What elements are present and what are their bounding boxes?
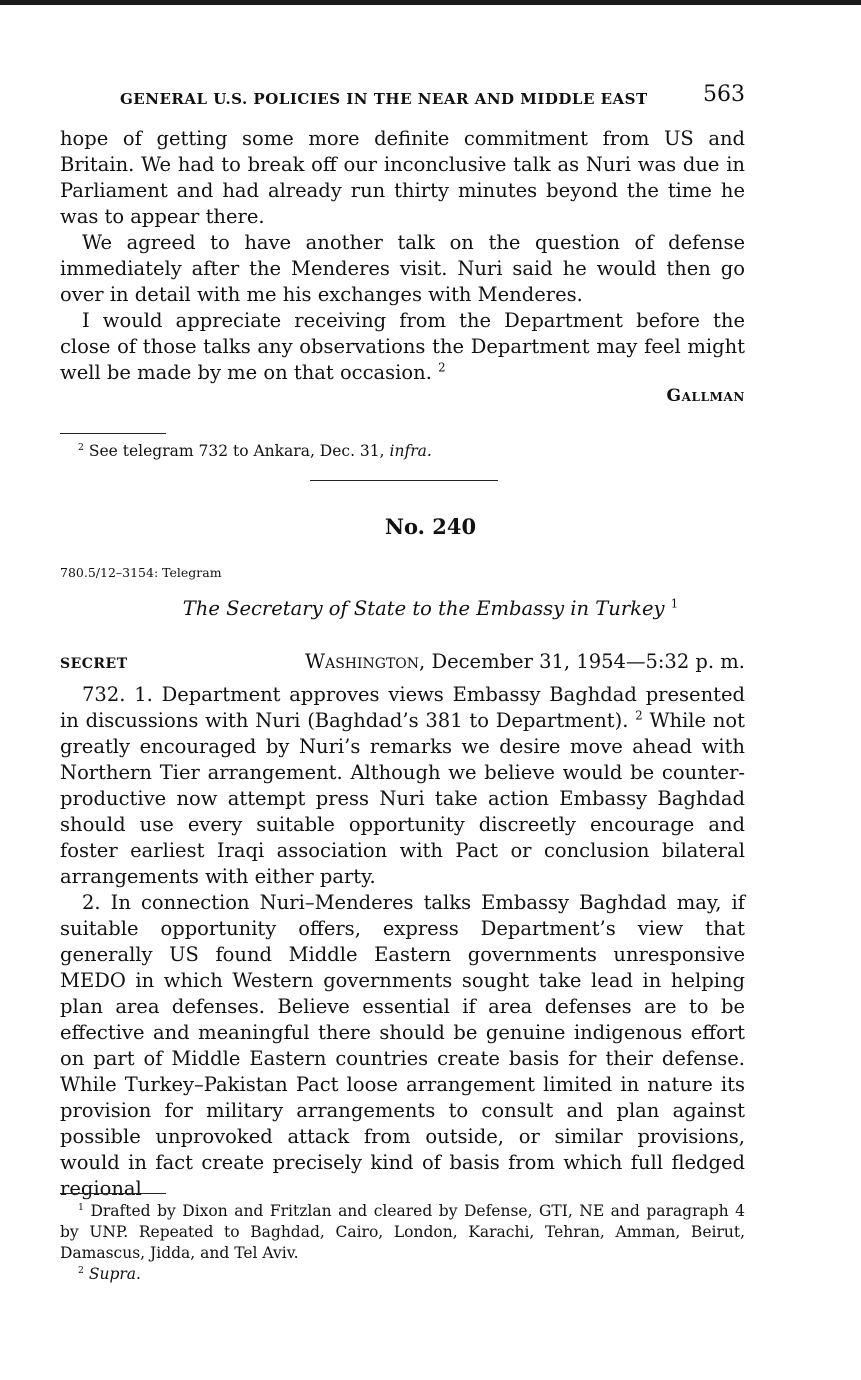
file-reference: 780.5/12–3154: Telegram [60, 565, 222, 580]
footnote-line [60, 441, 745, 462]
previous-document-text [60, 126, 745, 386]
footnote-text: Drafted by Dixon and Fritzlan and cleared by Defense, GTI, NE and paragraph 4 by UNP. Repeated to Baghdad, Cairo, London, Karachi, Tehran, Amman, Beirut, Damascus, Jidda, and Tel Aviv. [60, 1202, 745, 1262]
paragraph: We agreed to have another talk on the question of defense immediately after the Menderes visit. Nuri said he would then go over in detail with me his exchanges with Menderes. [60, 231, 745, 306]
paragraph-text: I would appreciate receiving from the Department before the close of those talks any observations the Department may feel might well be made by me on that occasion. [60, 309, 745, 384]
paragraph [60, 682, 745, 890]
paragraph: hope of getting some more definite commitment from US and Britain. We had to break off our inconclusive talk as Nuri was due in Parliament and had already run thirty minutes beyond the time he was to appear there. [60, 127, 745, 228]
document-number: No. 240 [384, 514, 477, 539]
footnote-marker: 2 [78, 1264, 84, 1276]
document-title [0, 597, 861, 620]
classification: SECRET [60, 656, 128, 672]
footnote-text: See telegram 732 to Ankara, Dec. 31, [88, 442, 385, 460]
section-separator [310, 480, 498, 481]
footnotes [60, 1201, 745, 1285]
dateline-date: December 31, 1954—5:32 p. m. [431, 650, 745, 673]
footnote-rule [60, 1193, 166, 1194]
paragraph: 2. In connection Nuri–Menderes talks Embassy Baghdad may, if suitable opportunity offers, express Department’s view that generally US found Middle Eastern governments unresponsive MEDO in which Western governments sought take lead in helping plan area defenses. Believe essential if area defenses are to be effective and meaningful there should be genuine indigenous effort on part of Middle Eastern countries create basis for their defense. While Turkey–Pakistan Pact loose arrangement limited in nature its provision for military arrangements to consult and plan against possible unprovoked attack from outside, or similar provisions, would in fact create precisely kind of basis from which full fledged regional [60, 891, 745, 1200]
footnote-marker: 2 [78, 441, 84, 453]
footnote [60, 441, 745, 462]
paragraph-text: While not greatly encouraged by Nuri’s remarks we desire move ahead with Northern Tier arrangement. Although we believe would be counter-productive now attempt press Nuri take action Embassy Baghdad should use every suitable opportunity discreetly encourage and foster earliest Iraqi association with Pact or conclusion bilateral arrangements with either party. [60, 709, 746, 888]
footnote-marker: 2 [438, 360, 446, 375]
scan-top-edge [0, 0, 861, 5]
footnote-marker: 1 [670, 596, 679, 611]
footnote-marker: 1 [78, 1201, 84, 1213]
title-text: The Secretary of State to the Embassy in Turkey [182, 597, 665, 620]
dateline-place: Washington, [305, 650, 426, 673]
dateline [305, 650, 745, 673]
footnote-marker: 2 [635, 708, 643, 723]
page-number: 563 [703, 82, 745, 107]
footnote-rule [60, 433, 166, 434]
paragraph [60, 308, 745, 386]
footnote-line [60, 1201, 745, 1264]
telegram-body [60, 682, 745, 1202]
paragraph-text: 732. 1. Department approves views Embassy Baghdad presented in discussions with Nuri (Baghdad’s 381 to Department). [60, 683, 745, 732]
signature: Gallman [666, 386, 745, 406]
running-head: GENERAL U.S. POLICIES IN THE NEAR AND MIDDLE EAST [120, 90, 648, 108]
footnote-italic: infra. [389, 442, 432, 460]
page-header [60, 82, 745, 112]
footnote-line [60, 1264, 745, 1285]
footnote-text: Supra. [88, 1265, 141, 1283]
